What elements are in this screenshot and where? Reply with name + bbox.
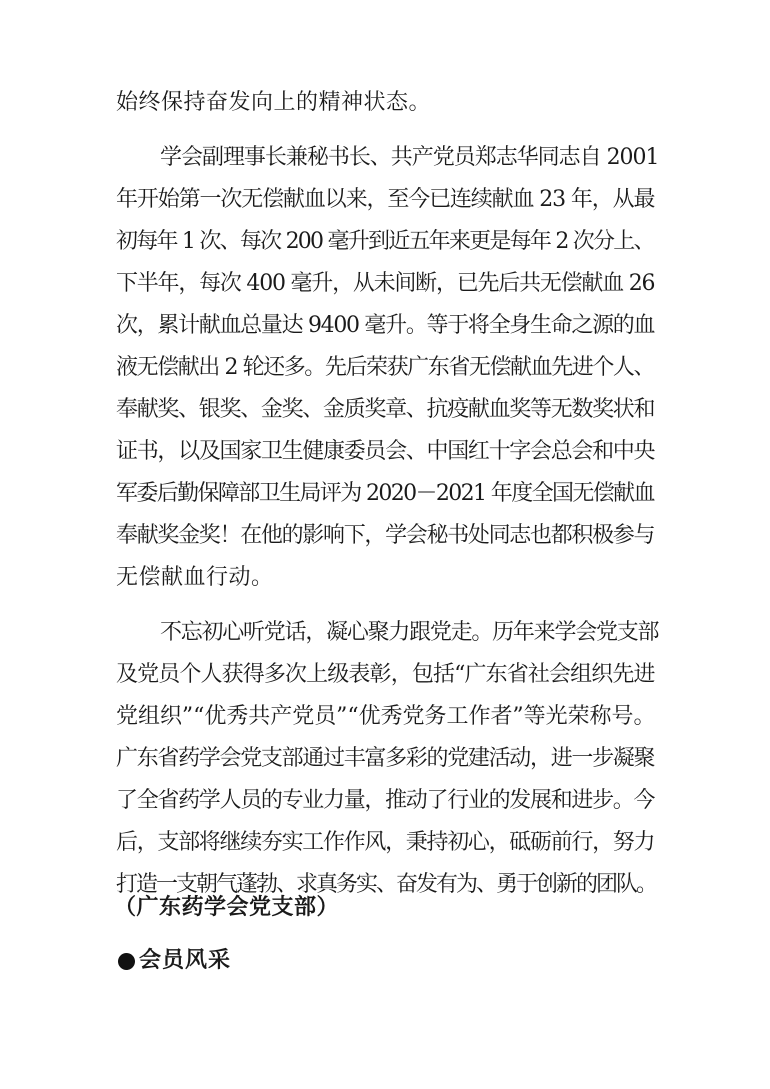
section-heading [118, 948, 231, 974]
paragraph-line: 及党员个人获得多次上级表彰，包括“广东省社会组织先进 [116, 662, 655, 687]
paragraph-line: 无偿献血行动。 [116, 565, 274, 590]
paragraph-line: 初每年 1 次、每次 200 毫升到近五年来更是每年 2 次分上、 [116, 229, 654, 254]
paragraph-line: 奉献奖、银奖、金奖、金质奖章、抗疫献血奖等无数奖状和 [116, 397, 655, 422]
paragraph-line: 军委后勤保障部卫生局评为 2020－2021 年度全国无偿献血 [116, 481, 654, 506]
paragraph-line: 学会副理事长兼秘书长、共产党员郑志华同志自 2001 [160, 145, 659, 170]
paragraph-line: 次，累计献血总量达 9400 毫升。等于将全身生命之源的血 [116, 313, 655, 338]
paragraph-line: 奉献奖金奖！在他的影响下，学会秘书处同志也都积极参与 [116, 523, 655, 548]
paragraph-line: 年开始第一次无偿献血以来，至今已连续献血 23 年，从最 [116, 187, 655, 212]
paragraph-line: 党组织”“优秀共产党员”“优秀党务工作者”等光荣称号。 [116, 704, 656, 729]
paragraph-line: 了全省药学人员的专业力量，推动了行业的发展和进步。今 [116, 788, 655, 813]
paragraph-line: 广东省药学会党支部通过丰富多彩的党建活动，进一步凝聚 [116, 746, 655, 771]
section-heading-text: 会员风采 [139, 948, 232, 973]
paragraph-line: 下半年，每次 400 毫升，从未间断，已先后共无偿献血 26 [116, 271, 655, 296]
paragraph-line: 不忘初心听党话，凝心聚力跟党走。历年来学会党支部 [160, 620, 659, 645]
paragraph-line: 后，支部将继续夯实工作作风，秉持初心，砥砺前行，努力 [116, 830, 655, 855]
filled-circle-bullet-icon [118, 953, 135, 970]
signature: （广东药学会党支部） [114, 895, 340, 920]
paragraph-line: 证书，以及国家卫生健康委员会、中国红十字会总会和中央 [116, 439, 655, 464]
paragraph-line: 始终保持奋发向上的精神状态。 [116, 90, 432, 115]
paragraph-line: 液无偿献出 2 轮还多。先后荣获广东省无偿献血先进个人、 [116, 355, 655, 380]
paragraph-line: 打造一支朝气蓬勃、求真务实、奋发有为、勇于创新的团队。 [116, 872, 657, 897]
